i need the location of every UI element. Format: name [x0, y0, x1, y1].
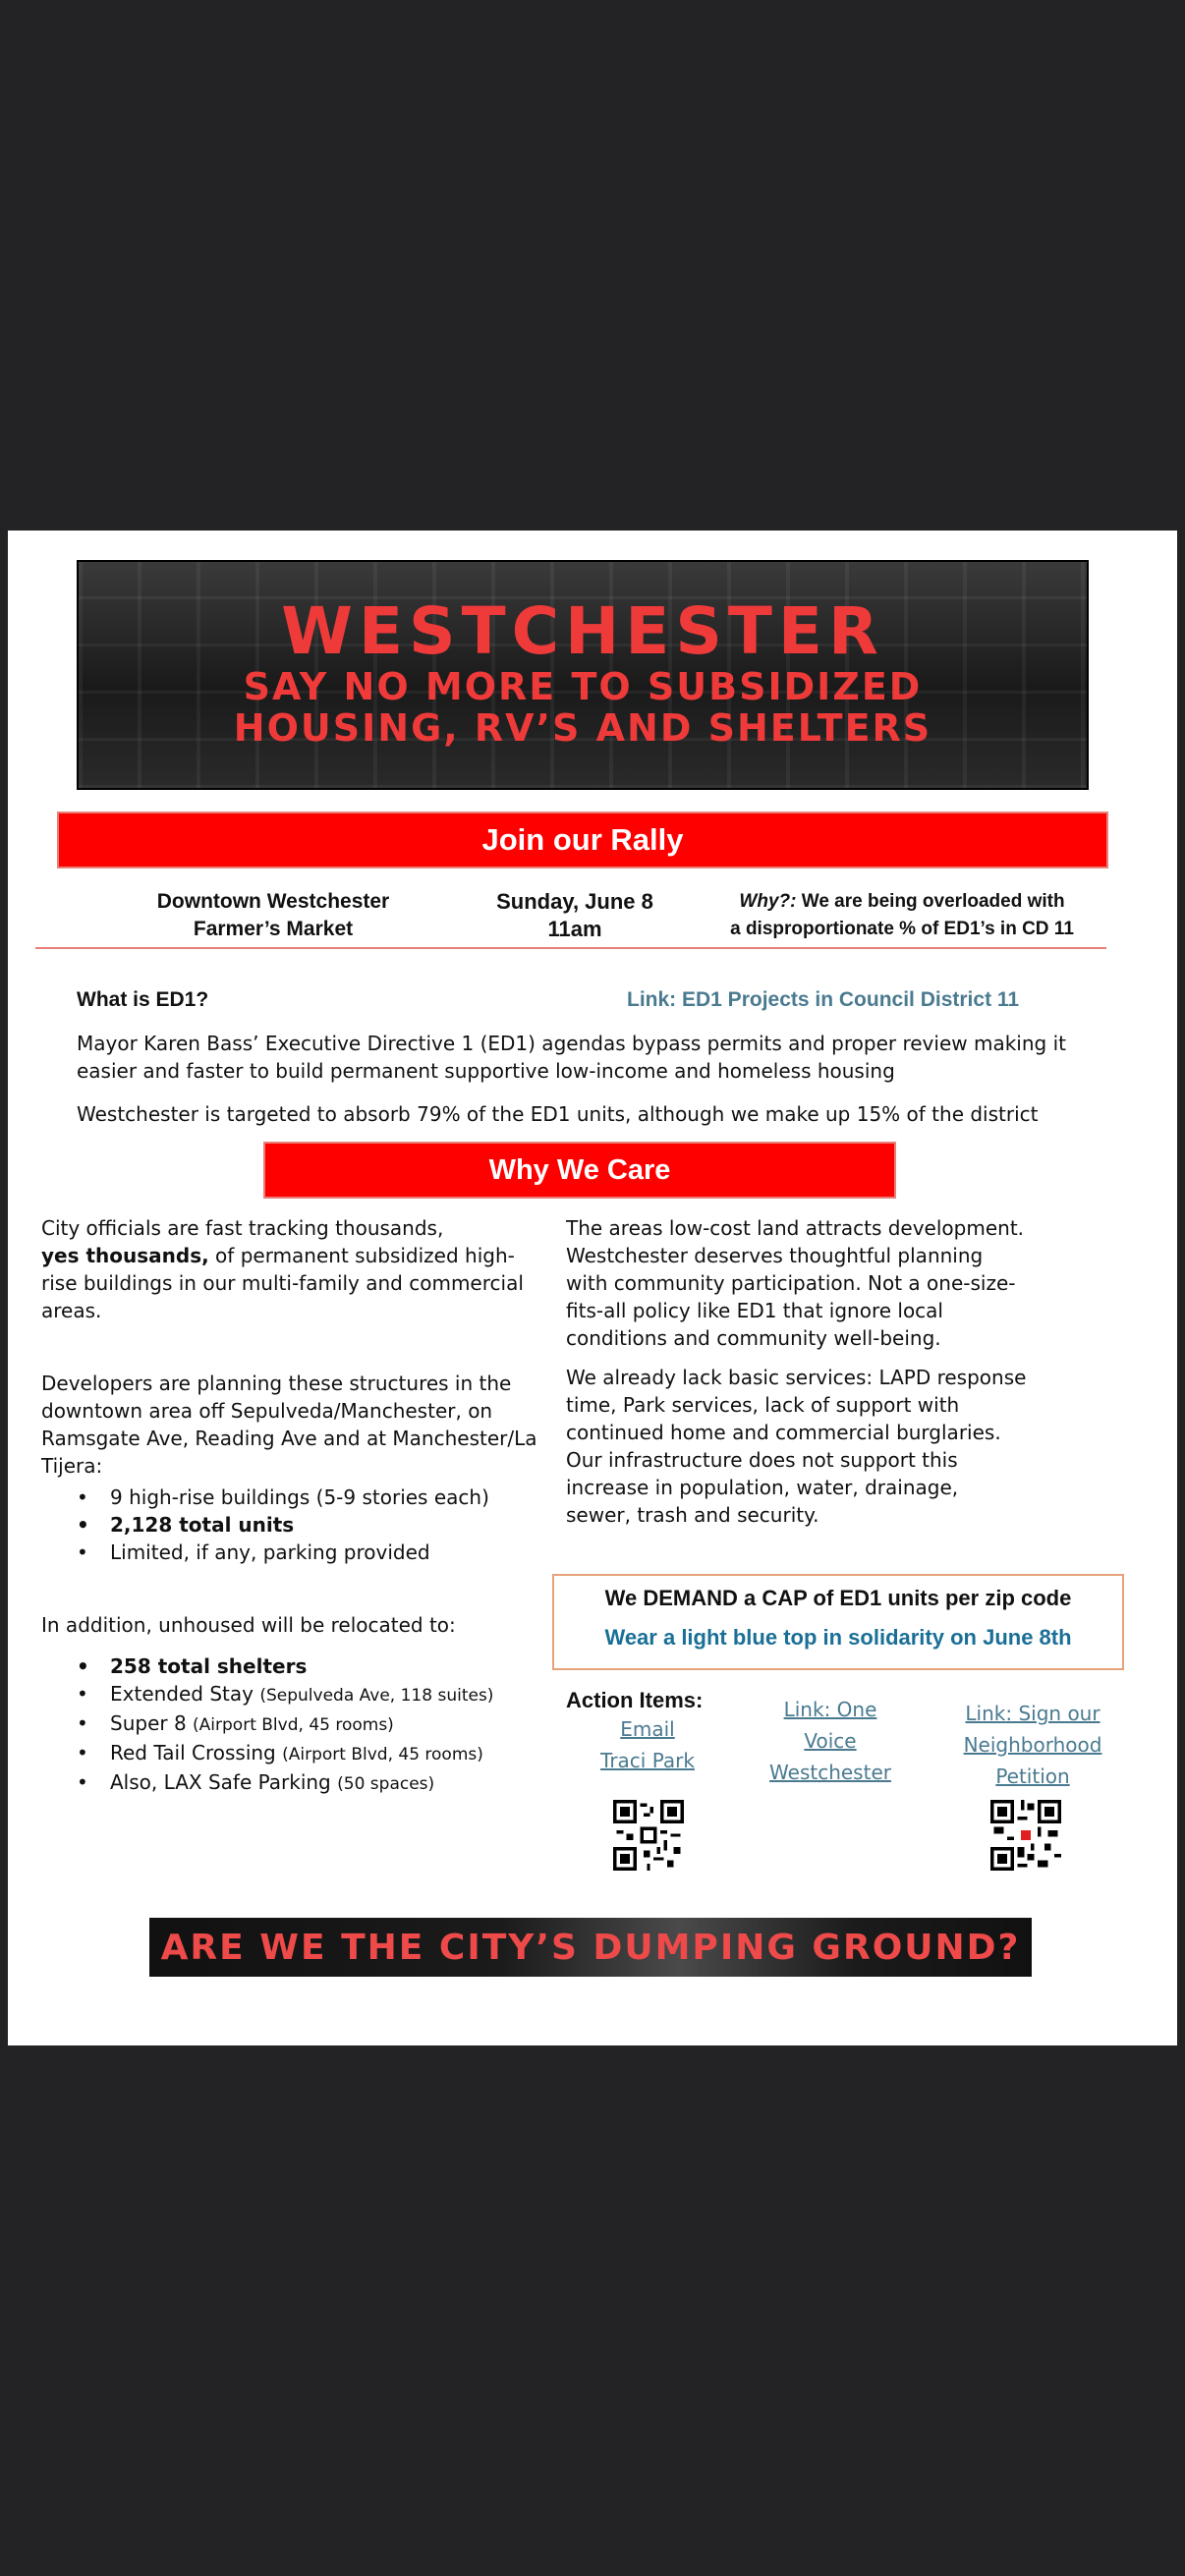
- rally-why-line1: We are being overloaded with: [796, 891, 1065, 912]
- left-para-1-b: of permanent subsidized high-rise buildings in our multi-family and commercial areas.: [41, 1244, 524, 1322]
- right-column: [566, 1214, 1028, 1529]
- list-item: [110, 1652, 542, 1680]
- email-link-line2: Traci Park: [600, 1749, 695, 1772]
- rally-why: [696, 888, 1108, 943]
- rally-date-line2: 11am: [547, 917, 602, 941]
- rally-heading: Join our Rally: [57, 812, 1108, 868]
- list-item: [110, 1709, 542, 1739]
- list-item-detail: (50 spaces): [337, 1774, 435, 1794]
- building-list: [41, 1484, 542, 1566]
- one-voice-line1: Link: One: [783, 1698, 877, 1721]
- left-column: [41, 1214, 542, 1798]
- ed1-target-stat: Westchester is targeted to absorb 79% of the ED1 units, although we make up 15% of the district: [77, 1102, 1039, 1126]
- list-item: [110, 1739, 542, 1768]
- list-item-detail: (Airport Blvd, 45 rooms): [193, 1715, 394, 1735]
- why-we-care-heading: Why We Care: [263, 1142, 896, 1199]
- solidarity-note: Wear a light blue top in solidarity on June 8th: [604, 1625, 1072, 1650]
- rally-date-line1: Sunday, June 8: [496, 889, 653, 914]
- ed1-projects-link[interactable]: Link: ED1 Projects in Council District 11: [627, 988, 1020, 1011]
- qr-code-icon[interactable]: [613, 1800, 684, 1871]
- rally-date: [462, 888, 688, 943]
- rally-location: [126, 888, 421, 943]
- demand-box: [552, 1574, 1124, 1670]
- petition-line1: Link: Sign our: [965, 1702, 1100, 1725]
- list-item-main: 258 total shelters: [110, 1654, 308, 1678]
- right-para-2: We already lack basic services: LAPD response time, Park services, lack of support with continued home and commercial burglaries. Our infrastructure does not support this increase in population, water, drainage, sewer, trash and security.: [566, 1366, 1027, 1527]
- list-item-detail: (Airport Blvd, 45 rooms): [282, 1745, 483, 1764]
- ed1-description: Mayor Karen Bass’ Executive Directive 1 (ED1) agendas bypass permits and proper review making it easier and faster to build permanent supportive low-income and homeless housing: [77, 1032, 1066, 1083]
- flyer-page: [8, 531, 1177, 2045]
- list-item: [110, 1680, 542, 1709]
- banner-title: WESTCHESTER: [281, 593, 884, 669]
- right-para-1: The areas low-cost land attracts development. Westchester deserves thoughtful planning with community participation. Not a one-size-fits-all policy like ED1 that ignore local conditions and community well-being.: [566, 1216, 1025, 1350]
- left-para-3: In addition, unhoused will be relocated to:: [41, 1613, 456, 1637]
- left-para-2: Developers are planning these structures in the downtown area off Sepulveda/Manchester, on Ramsgate Ave, Reading Ave and at Manchester/La Tijera:: [41, 1372, 537, 1478]
- action-items-label: Action Items:: [566, 1688, 704, 1712]
- demand-cap: We DEMAND a CAP of ED1 units per zip code: [604, 1586, 1072, 1610]
- left-para-1-a: City officials are fast tracking thousands,: [41, 1216, 444, 1240]
- email-traci-park-link[interactable]: [574, 1713, 721, 1776]
- divider: [35, 947, 1106, 949]
- petition-link[interactable]: [949, 1698, 1116, 1792]
- list-item-main: Super 8: [110, 1711, 194, 1735]
- ed1-question: What is ED1?: [77, 988, 209, 1011]
- header-banner: [77, 560, 1089, 790]
- left-para-1: [41, 1214, 542, 1324]
- banner-subtitle-line1: SAY NO MORE TO SUBSIDIZED: [243, 665, 923, 708]
- shelter-list: [41, 1652, 542, 1798]
- one-voice-line2: Voice: [804, 1729, 857, 1753]
- qr-code-icon[interactable]: [990, 1800, 1061, 1871]
- rally-why-label: Why?:: [739, 891, 797, 912]
- list-item-detail: (Sepulveda Ave, 118 suites): [259, 1686, 494, 1706]
- banner-subtitle-line2: HOUSING, RV’S AND SHELTERS: [233, 706, 932, 750]
- email-link-line1: Email: [620, 1717, 675, 1741]
- rally-location-line1: Downtown Westchester: [156, 890, 390, 913]
- list-item-main: Also, LAX Safe Parking: [110, 1770, 338, 1794]
- rally-why-line2: a disproportionate % of ED1’s in CD 11: [730, 919, 1074, 939]
- list-item: • Limited, if any, parking provided: [110, 1539, 542, 1566]
- petition-line3: Petition: [995, 1764, 1070, 1788]
- footer-banner: ARE WE THE CITY’S DUMPING GROUND?: [149, 1918, 1032, 1977]
- list-item: [110, 1768, 542, 1798]
- one-voice-line3: Westchester: [769, 1761, 891, 1784]
- left-para-1-bold: yes thousands,: [41, 1244, 209, 1267]
- list-item: • 2,128 total units: [110, 1511, 542, 1539]
- list-item-main: Extended Stay: [110, 1682, 260, 1706]
- list-item: • 9 high-rise buildings (5-9 stories each): [110, 1484, 542, 1511]
- one-voice-westchester-link[interactable]: [747, 1694, 914, 1788]
- banner-subtitle: [79, 666, 1087, 749]
- petition-line2: Neighborhood: [963, 1733, 1102, 1757]
- list-item-main: Red Tail Crossing: [110, 1741, 283, 1764]
- rally-location-line2: Farmer’s Market: [193, 918, 354, 940]
